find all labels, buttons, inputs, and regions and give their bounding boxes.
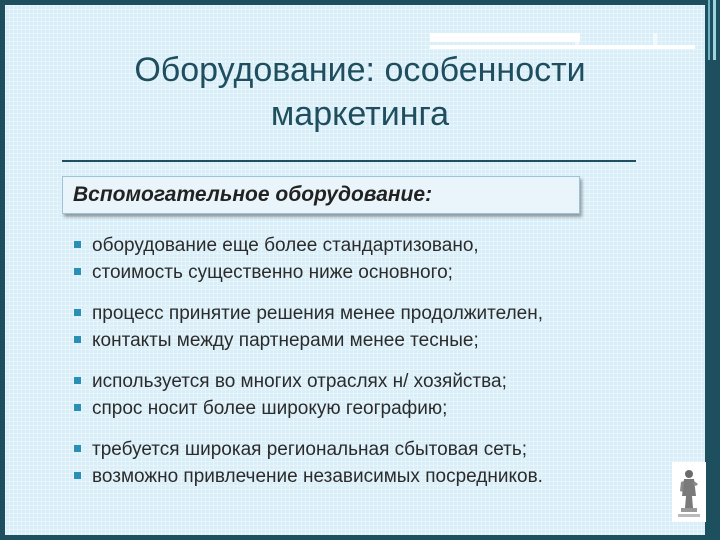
decor-bar — [430, 33, 580, 42]
right-edge-bar — [705, 0, 720, 540]
statue-emblem-icon — [672, 462, 706, 522]
list-item: оборудование еще более стандартизовано, — [74, 232, 674, 259]
slide-title: Оборудование: особенности маркетинга — [134, 51, 586, 133]
list-item: спрос носит более широкую географию; — [74, 395, 674, 422]
list-item: возможно привлечение независимых посредников. — [74, 463, 674, 490]
square-bullet-icon — [74, 445, 81, 452]
decor-bar — [653, 33, 657, 49]
square-bullet-icon — [74, 268, 81, 275]
decor-bar — [575, 33, 579, 49]
bullet-list — [74, 232, 674, 504]
square-bullet-icon — [74, 404, 81, 411]
square-bullet-icon — [74, 336, 81, 343]
list-item: контакты между партнерами менее тесные; — [74, 327, 674, 354]
list-item: процесс принятие решения менее продолжителен, — [74, 300, 674, 327]
subtitle-box — [62, 176, 580, 214]
subtitle-text: Вспомогательное оборудование: — [73, 183, 433, 206]
bullet-group — [74, 368, 674, 422]
list-item: требуется широкая региональная сбытовая сеть; — [74, 436, 674, 463]
square-bullet-icon — [74, 309, 81, 316]
bullet-group — [74, 300, 674, 354]
bullet-group — [74, 436, 674, 490]
list-item: используется во многих отраслях н/ хозяйства; — [74, 368, 674, 395]
square-bullet-icon — [74, 472, 81, 479]
list-item: стоимость существенно ниже основного; — [74, 259, 674, 286]
bullet-group — [74, 232, 674, 286]
square-bullet-icon — [74, 241, 81, 248]
title-divider — [62, 160, 636, 162]
square-bullet-icon — [74, 377, 81, 384]
